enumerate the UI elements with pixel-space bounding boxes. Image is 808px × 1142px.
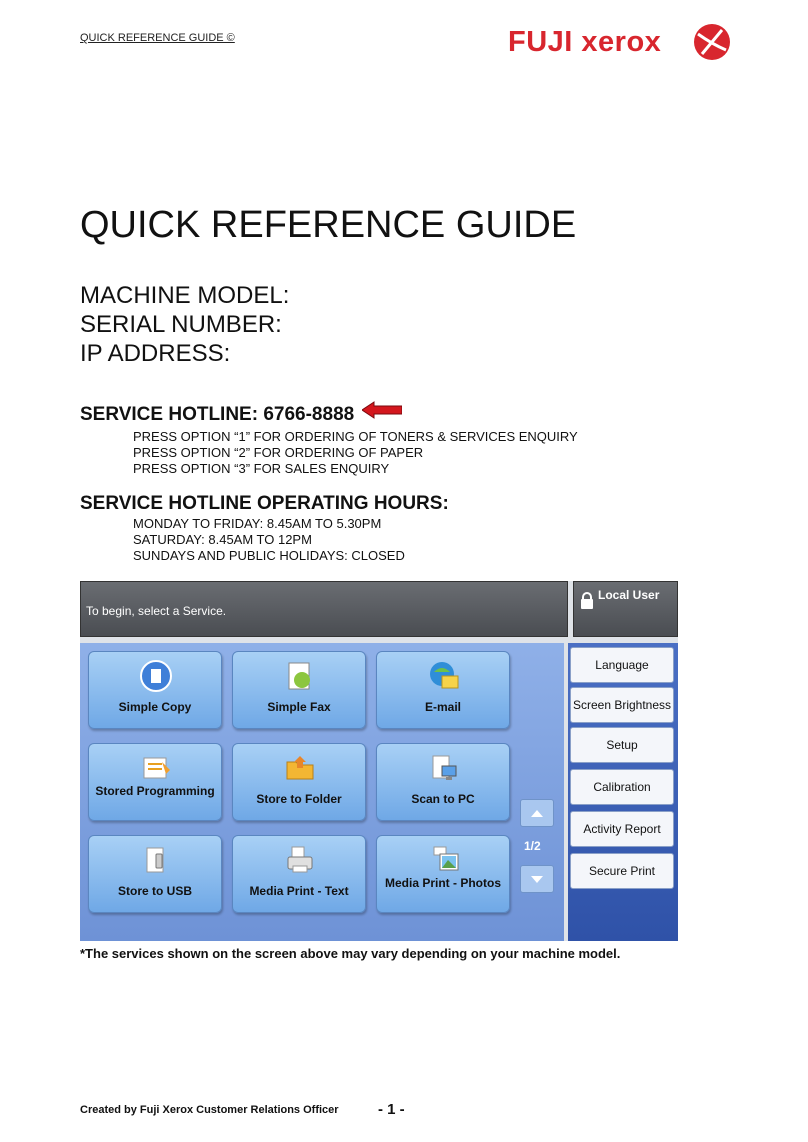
tile-label: Media Print - Photos (384, 876, 501, 890)
tile-label: Simple Copy (118, 700, 192, 714)
setup-button[interactable]: Setup (570, 727, 674, 763)
tile-label: Media Print - Text (249, 884, 349, 898)
tile-label: Scan to PC (411, 792, 475, 806)
pager (520, 799, 554, 899)
tile-email[interactable] (376, 651, 510, 729)
page-up-button[interactable] (520, 799, 554, 827)
usb-icon (140, 844, 172, 876)
tile-label: Simple Fax (267, 700, 331, 714)
tile-simple-fax[interactable] (232, 651, 366, 729)
side-menu (568, 643, 678, 941)
calibration-button[interactable]: Calibration (570, 769, 674, 805)
secure-print-button[interactable]: Secure Print (570, 853, 674, 889)
serial-number-label: SERIAL NUMBER: (80, 311, 282, 338)
printer-icon (284, 844, 316, 876)
hours-sunday: SUNDAYS AND PUBLIC HOLIDAYS: CLOSED (133, 548, 405, 563)
hours-saturday: SATURDAY: 8.45AM TO 12PM (133, 532, 312, 547)
copy-icon (140, 660, 172, 692)
page-down-button[interactable] (520, 865, 554, 893)
lock-icon (580, 592, 594, 610)
tile-scan-to-pc[interactable] (376, 743, 510, 821)
logo-text: FUJI xerox (508, 26, 662, 58)
page-indicator: 1/2 (524, 839, 541, 853)
brand-logo (508, 20, 732, 66)
header-title: QUICK REFERENCE GUIDE © (80, 32, 235, 44)
tile-media-print-text[interactable] (232, 835, 366, 913)
service-hotline-heading: SERVICE HOTLINE: 6766-8888 (80, 404, 355, 425)
message-text: To begin, select a Service. (86, 604, 227, 618)
tile-media-print-photos[interactable] (376, 835, 510, 913)
pc-icon (428, 752, 460, 784)
tile-store-to-usb[interactable] (88, 835, 222, 913)
message-bar (80, 581, 568, 637)
tile-store-to-folder[interactable] (232, 743, 366, 821)
user-button[interactable] (573, 581, 678, 637)
screen-brightness-button[interactable]: Screen Brightness (570, 687, 674, 723)
chevron-up-icon (521, 800, 553, 826)
hotline-option-1: PRESS OPTION “1” FOR ORDERING OF TONERS & SERVICES ENQUIRY (133, 429, 578, 444)
footer-credit: Created by Fuji Xerox Customer Relations Officer (80, 1104, 339, 1116)
tile-label: Store to Folder (256, 792, 342, 806)
tile-label: E-mail (424, 700, 461, 714)
operating-hours-heading: SERVICE HOTLINE OPERATING HOURS: (80, 493, 449, 514)
services-grid (80, 643, 564, 941)
arrow-left-icon (362, 401, 402, 419)
language-button[interactable]: Language (570, 647, 674, 683)
stored-programming-icon (140, 752, 172, 784)
page-number: - 1 - (378, 1101, 405, 1118)
folder-icon (284, 752, 316, 784)
device-screen (80, 581, 678, 941)
tile-simple-copy[interactable] (88, 651, 222, 729)
services-note: *The services shown on the screen above may vary depending on your machine model. (80, 946, 621, 961)
chevron-down-icon (521, 866, 553, 892)
photo-print-icon (428, 844, 460, 876)
hotline-option-3: PRESS OPTION “3” FOR SALES ENQUIRY (133, 461, 390, 476)
activity-report-button[interactable]: Activity Report (570, 811, 674, 847)
tile-label: Store to USB (117, 884, 192, 898)
hours-weekdays: MONDAY TO FRIDAY: 8.45AM TO 5.30PM (133, 516, 382, 531)
user-label: Local User (598, 588, 660, 602)
xerox-sphere-icon (692, 22, 732, 62)
machine-model-label: MACHINE MODEL: (80, 282, 290, 309)
ip-address-label: IP ADDRESS: (80, 340, 231, 367)
page-title: QUICK REFERENCE GUIDE (80, 204, 577, 246)
tile-label: Stored Programming (95, 784, 215, 798)
fax-icon (284, 660, 316, 692)
email-icon (428, 660, 460, 692)
tile-stored-programming[interactable] (88, 743, 222, 821)
hotline-option-2: PRESS OPTION “2” FOR ORDERING OF PAPER (133, 445, 424, 460)
